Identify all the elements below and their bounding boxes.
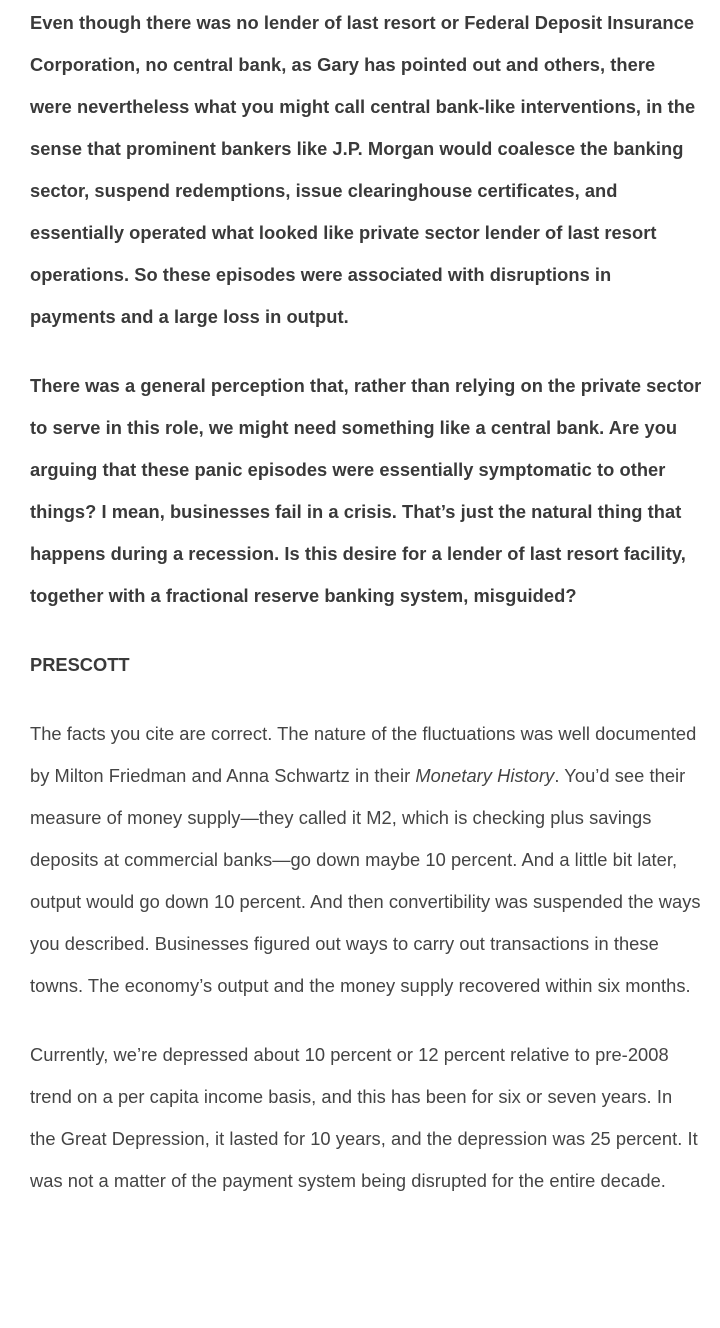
question-paragraph-1: Even though there was no lender of last resort or Federal Deposit Insurance Corporation, no central bank, as Gary has pointed out and others, there were nevertheless what you might call central bank-like interventions, in the sense that prominent bankers like J.P. Morgan would coalesce the banking sector, suspend redemptions, issue clearinghouse certificates, and essentially operated what looked like private sector lender of last resort operations. So these episodes were associated with disruptions in payments and a large loss in output. [30, 12, 696, 327]
answer-text-after-title: . You’d see their measure of money supply—they called it M2, which is checking plus savings deposits at commercial banks—go down maybe 10 percent. And a little bit later, output would go down 10 percent. And then convertibility was suspended the ways you described. Businesses figured out ways to carry out transactions in these towns. The economy’s output and the money supply recovered within six months. [30, 765, 701, 996]
interview-article [30, 2, 702, 1202]
answer-text-before-title: The facts you cite are correct. The nature of the fluctuations was well documented by Milton Friedman and Anna Schwartz in their [30, 723, 697, 786]
answer-paragraph-1 [30, 713, 702, 1007]
speaker-name: PRESCOTT [30, 654, 130, 675]
book-title: Monetary History [415, 765, 555, 786]
question-paragraph-2: There was a general perception that, rather than relying on the private sector to serve in this role, we might need something like a central bank. Are you arguing that these panic episodes were essentially symptomatic to other things? I mean, businesses fail in a crisis. That’s just the natural thing that happens during a recession. Is this desire for a lender of last resort facility, together with a fractional reserve banking system, misguided? [30, 375, 702, 606]
answer-paragraph-2: Currently, we’re depressed about 10 percent or 12 percent relative to pre-2008 trend on a per capita income basis, and this has been for six or seven years. In the Great Depression, it lasted for 10 years, and the depression was 25 percent. It was not a matter of the payment system being disrupted for the entire decade. [30, 1044, 698, 1191]
